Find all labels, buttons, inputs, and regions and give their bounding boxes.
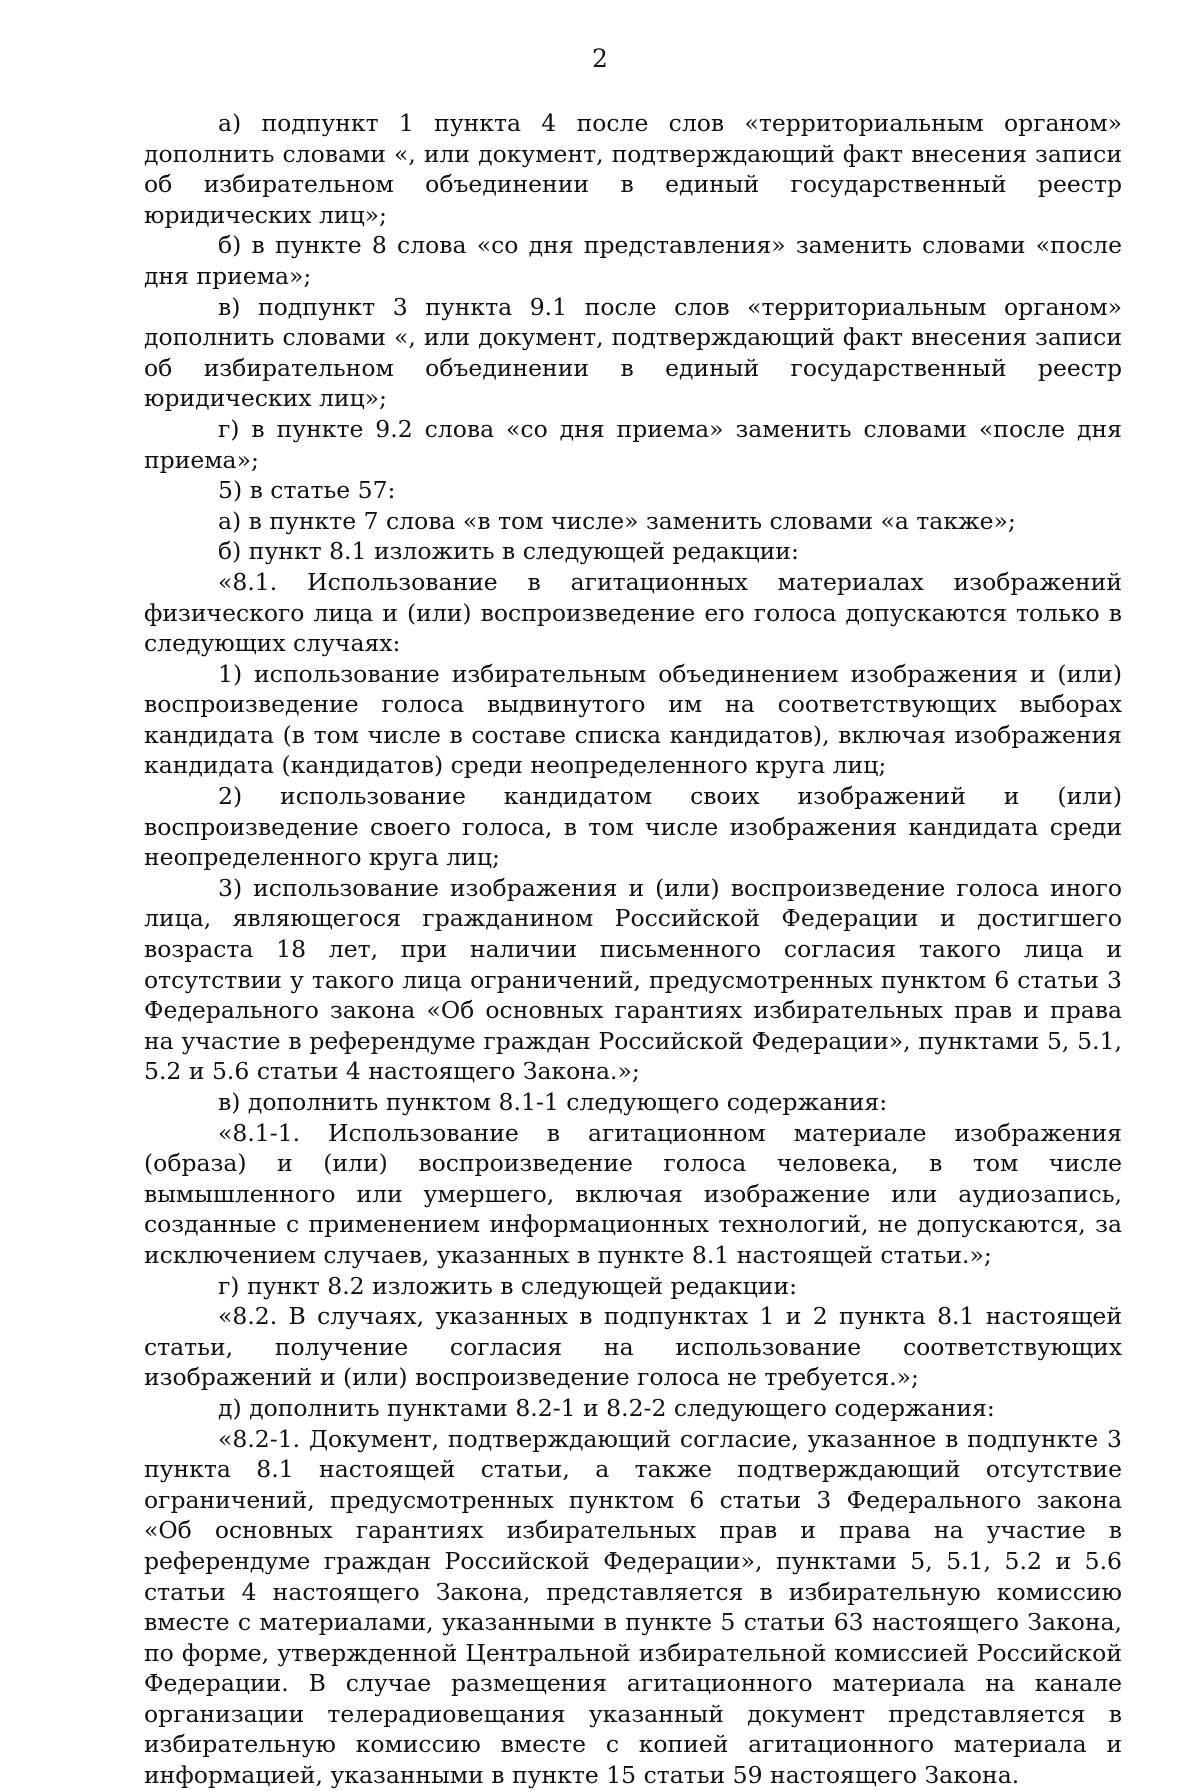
- paragraph-16: д) дополнить пунктами 8.2-1 и 8.2-2 следующего содержания:: [218, 1393, 995, 1422]
- paragraph-12: в) дополнить пунктом 8.1-1 следующего содержания:: [218, 1088, 888, 1116]
- paragraph-17: «8.2-1. Документ, подтверждающий согласие, указанное в подпункте 3 пункта 8.1 настоящей статьи, а также подтверждающий отсутствие ограничений, предусмотренных пунктом 6 статьи 3 Федерального закона «Об основных гарантиях избирательных прав и права на участие в референдуме граждан Российской Федерации», пунктами 5, 5.1, 5.2 и 5.6 статьи 4 настоящего Закона, представляется в избирательную комиссию вместе с материалами, указанными в пункте 5 статьи 63 настоящего Закона, по форме, утвержденной Центральной избирательной комиссией Российской Федерации. В случае размещения агитационного материала на канале организации телерадиовещания указанный документ представляется в избирательную комиссию вместе с копией агитационного материала и информацией, указанными в пункте 15 статьи 59 настоящего Закона.: [144, 1424, 1122, 1790]
- paragraph-10: 2) использование кандидатом своих изображений и (или) воспроизведение своего голоса, в том числе изображения кандидата среди неопределенного круга лиц;: [144, 782, 1122, 872]
- paragraph-13: «8.1-1. Использование в агитационном материале изображения (образа) и (или) воспроизведение голоса человека, в том числе вымышленного или умершего, включая изображение или аудиозапись, созданные с применением информационных технологий, не допускаются, за исключением случаев, указанных в пункте 8.1 настоящей статьи.»;: [144, 1118, 1122, 1269]
- paragraph-7: б) пункт 8.1 изложить в следующей редакции:: [218, 537, 799, 566]
- page-number: 2: [592, 44, 608, 73]
- paragraph-3: в) подпункт 3 пункта 9.1 после слов «территориальным органом» дополнить словами «, или документ, подтверждающий факт внесения записи об избирательном объединении в единый государственный реестр юридических лиц»;: [144, 292, 1122, 413]
- paragraph-4: г) в пункте 9.2 слова «со дня приема» заменить словами «после дня приема»;: [144, 414, 1122, 474]
- paragraph-14: г) пункт 8.2 изложить в следующей редакции:: [218, 1271, 798, 1300]
- paragraph-8: «8.1. Использование в агитационных материалах изображений физического лица и (или) воспроизведение его голоса допускаются только в следующих случаях:: [144, 567, 1122, 658]
- paragraph-2: б) в пункте 8 слова «со дня представления» заменить словами «после дня приема»;: [144, 231, 1122, 290]
- paragraph-6: а) в пункте 7 слова «в том числе» заменить словами «а также»;: [218, 506, 1016, 535]
- paragraph-5: 5) в статье 57:: [218, 476, 396, 505]
- paragraph-9: 1) использование избирательным объединением изображения и (или) воспроизведение голоса выдвинутого им на соответствующих выборах кандидата (в том числе в составе списка кандидатов), включая изображения кандидата (кандидатов) среди неопределенного круга лиц;: [144, 659, 1122, 780]
- document-body: [144, 108, 1122, 1791]
- paragraph-1: а) подпункт 1 пункта 4 после слов «территориальным органом» дополнить словами «, или документ, подтверждающий факт внесения записи об избирательном объединении в единый государственный реестр юридических лиц»;: [144, 109, 1122, 229]
- paragraph-15: «8.2. В случаях, указанных в подпунктах 1 и 2 пункта 8.1 настоящей статьи, получение согласия на использование соответствующих изображений и (или) воспроизведение голоса не требуется.»;: [144, 1302, 1122, 1392]
- paragraph-11: 3) использование изображения и (или) воспроизведение голоса иного лица, являющегося гражданином Российской Федерации и достигшего возраста 18 лет, при наличии письменного согласия такого лица и отсутствии у такого лица ограничений, предусмотренных пунктом 6 статьи 3 Федерального закона «Об основных гарантиях избирательных прав и права на участие в референдуме граждан Российской Федерации», пунктами 5, 5.1, 5.2 и 5.6 статьи 4 настоящего Закона.»;: [144, 873, 1122, 1086]
